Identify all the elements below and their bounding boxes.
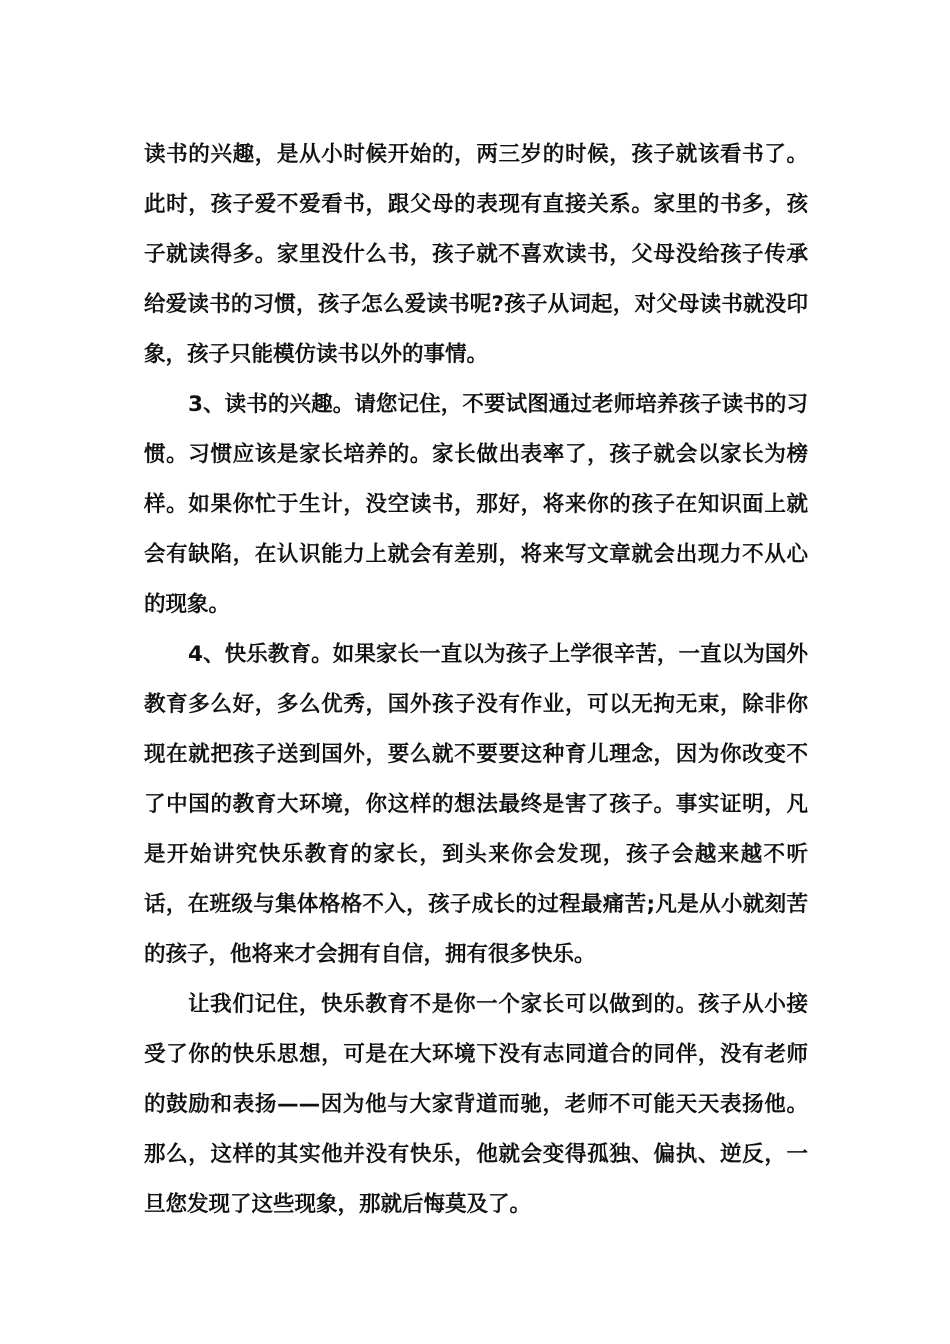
paragraph-point-3-reading-interest: 3、读书的兴趣。请您记住，不要试图通过老师培养孩子读书的习惯。习惯应该是家长培养的。家长做出表率了，孩子就会以家长为榜样。如果你忙于生计，没空读书，那好，将来你的孩子在知识面上就会有缺陷，在认识能力上就会有差别，将来写文章就会出现力不从心的现象。 (144, 392, 808, 617)
paragraph-reading-interest-continued: 读书的兴趣，是从小时候开始的，两三岁的时候，孩子就该看书了。此时，孩子爱不爱看书，跟父母的表现有直接关系。家里的书多，孩子就读得多。家里没什么书，孩子就不喜欢读书，父母没给孩子传承给爱读书的习惯，孩子怎么爱读书呢?孩子从词起，对父母读书就没印象，孩子只能模仿读书以外的事情。 (144, 142, 808, 367)
document-page (144, 130, 808, 1230)
paragraph-conclusion: 让我们记住，快乐教育不是你一个家长可以做到的。孩子从小接受了你的快乐思想，可是在大环境下没有志同道合的同伴，没有老师的鼓励和表扬——因为他与大家背道而驰，老师不可能天天表扬他。那么，这样的其实他并没有快乐，他就会变得孤独、偏执、逆反，一旦您发现了这些现象，那就后悔莫及了。 (144, 992, 808, 1217)
paragraph-point-4-happy-education: 4、快乐教育。如果家长一直以为孩子上学很辛苦，一直以为国外教育多么好，多么优秀，国外孩子没有作业，可以无拘无束，除非你现在就把孩子送到国外，要么就不要要这种育儿理念，因为你改变不了中国的教育大环境，你这样的想法最终是害了孩子。事实证明，凡是开始讲究快乐教育的家长，到头来你会发现，孩子会越来越不听话，在班级与集体格格不入，孩子成长的过程最痛苦;凡是从小就刻苦的孩子，他将来才会拥有自信，拥有很多快乐。 (144, 642, 808, 967)
